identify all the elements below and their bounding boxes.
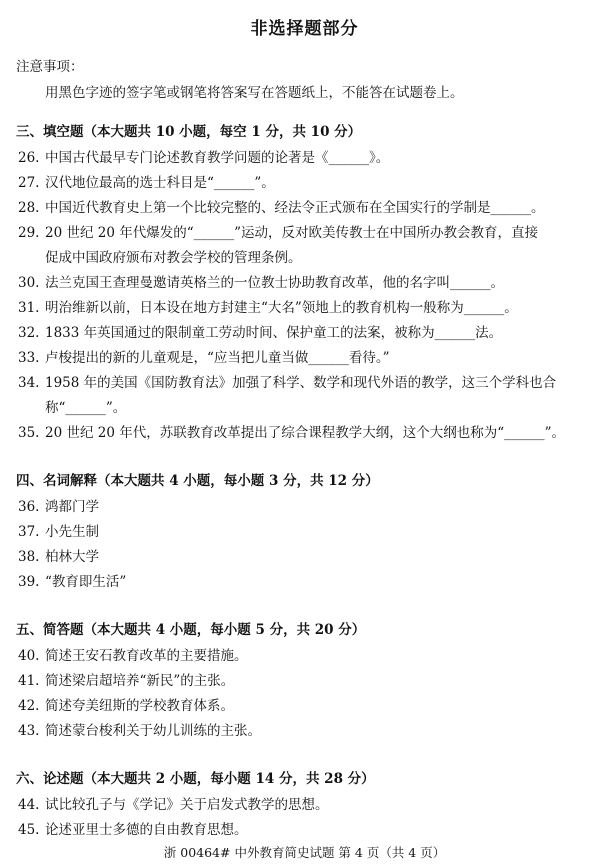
question-text: 简述蒙台梭利关于幼儿训练的主张。 bbox=[45, 723, 261, 739]
question-text: 法兰克国王查理曼邀请英格兰的一位教士协助教育改革，他的名字叫______。 bbox=[45, 275, 504, 291]
question-text: 论述亚里士多德的自由教育思想。 bbox=[45, 822, 248, 838]
question-37 bbox=[18, 520, 99, 540]
question-number: 42. bbox=[18, 698, 40, 714]
question-text: 20 世纪 20 年代，苏联教育改革提出了综合课程教学大纲，这个大纲也称为“______”。 bbox=[45, 425, 566, 441]
question-45 bbox=[18, 818, 248, 838]
question-text: 简述夸美纽斯的学校教育体系。 bbox=[45, 698, 234, 714]
question-number: 38. bbox=[18, 549, 40, 565]
question-text: 简述王安石教育改革的主要措施。 bbox=[45, 648, 248, 664]
question-39 bbox=[18, 570, 126, 590]
question-number: 36. bbox=[18, 499, 40, 515]
question-40 bbox=[18, 644, 248, 664]
question-29-continuation: 促成中国政府颁布对教会学校的管理条例。 bbox=[45, 250, 302, 266]
question-29 bbox=[18, 221, 538, 241]
question-number: 37. bbox=[18, 524, 40, 540]
notes-body: 用黑色字迹的签字笔或钢笔将答案写在答题纸上，不能答在试题卷上。 bbox=[45, 85, 464, 101]
question-number: 33. bbox=[18, 350, 40, 366]
question-43 bbox=[18, 719, 261, 739]
question-number: 44. bbox=[18, 797, 40, 813]
page-title: 非选择题部分 bbox=[250, 19, 359, 39]
page-footer: 浙 00464# 中外教育简史试题 第 4 页（共 4 页） bbox=[163, 845, 446, 860]
question-text: 简述梁启超培养“新民”的主张。 bbox=[45, 673, 235, 689]
question-text: 1833 年英国通过的限制童工劳动时间、保护童工的法案，被称为______法。 bbox=[45, 325, 503, 341]
question-number: 27. bbox=[18, 175, 40, 191]
section-heading-fill-in: 三、填空题（本大题共 10 小题，每空 1 分，共 10 分） bbox=[16, 124, 362, 140]
question-34 bbox=[18, 371, 556, 391]
question-number: 41. bbox=[18, 673, 40, 689]
question-text: “教育即生活” bbox=[45, 574, 127, 590]
question-number: 30. bbox=[18, 275, 40, 291]
question-36 bbox=[18, 495, 99, 515]
question-text: 试比较孔子与《学记》关于启发式教学的思想。 bbox=[45, 797, 329, 813]
question-27 bbox=[18, 171, 275, 191]
question-number: 29. bbox=[18, 225, 40, 241]
question-number: 43. bbox=[18, 723, 40, 739]
question-41 bbox=[18, 669, 234, 689]
question-text: 20 世纪 20 年代爆发的“______”运动，反对欧美传教士在中国所办教会教育，直接 bbox=[45, 225, 539, 241]
question-number: 34. bbox=[18, 375, 40, 391]
question-text: 中国古代最早专门论述教育教学问题的论著是《______》。 bbox=[45, 150, 390, 166]
question-text: 汉代地位最高的选士科目是“______”。 bbox=[45, 175, 275, 191]
question-32 bbox=[18, 321, 502, 341]
question-30 bbox=[18, 271, 504, 291]
question-38 bbox=[18, 545, 99, 565]
question-text: 中国近代教育史上第一个比较完整的、经法令正式颁布在全国实行的学制是______。 bbox=[45, 200, 545, 216]
question-number: 26. bbox=[18, 150, 40, 166]
section-heading-short-answer: 五、简答题（本大题共 4 小题，每小题 5 分，共 20 分） bbox=[16, 622, 366, 638]
question-28 bbox=[18, 196, 545, 216]
question-42 bbox=[18, 694, 234, 714]
question-number: 32. bbox=[18, 325, 40, 341]
question-34-continuation: 称“______”。 bbox=[45, 400, 127, 416]
notes-heading: 注意事项： bbox=[16, 59, 84, 75]
question-text: 柏林大学 bbox=[45, 549, 99, 565]
question-number: 40. bbox=[18, 648, 40, 664]
question-44 bbox=[18, 793, 329, 813]
question-33 bbox=[18, 346, 390, 366]
question-text: 明治维新以前，日本设在地方封建主“大名”领地上的教育机构一般称为______。 bbox=[45, 300, 518, 316]
question-number: 45. bbox=[18, 822, 40, 838]
question-text: 小先生制 bbox=[45, 524, 99, 540]
question-35 bbox=[18, 421, 565, 441]
question-31 bbox=[18, 296, 518, 316]
section-heading-essay: 六、论述题（本大题共 2 小题，每小题 14 分，共 28 分） bbox=[16, 771, 375, 787]
question-text: 1958 年的美国《国防教育法》加强了科学、数学和现代外语的教学，这三个学科也合 bbox=[45, 375, 557, 391]
question-number: 35. bbox=[18, 425, 40, 441]
question-text: 卢梭提出的新的儿童观是，“应当把儿童当做______看待。” bbox=[45, 350, 390, 366]
question-26 bbox=[18, 146, 389, 166]
question-number: 39. bbox=[18, 574, 40, 590]
question-number: 28. bbox=[18, 200, 40, 216]
section-heading-terms: 四、名词解释（本大题共 4 小题，每小题 3 分，共 12 分） bbox=[16, 473, 379, 489]
question-text: 鸿都门学 bbox=[45, 499, 99, 515]
question-number: 31. bbox=[18, 300, 40, 316]
